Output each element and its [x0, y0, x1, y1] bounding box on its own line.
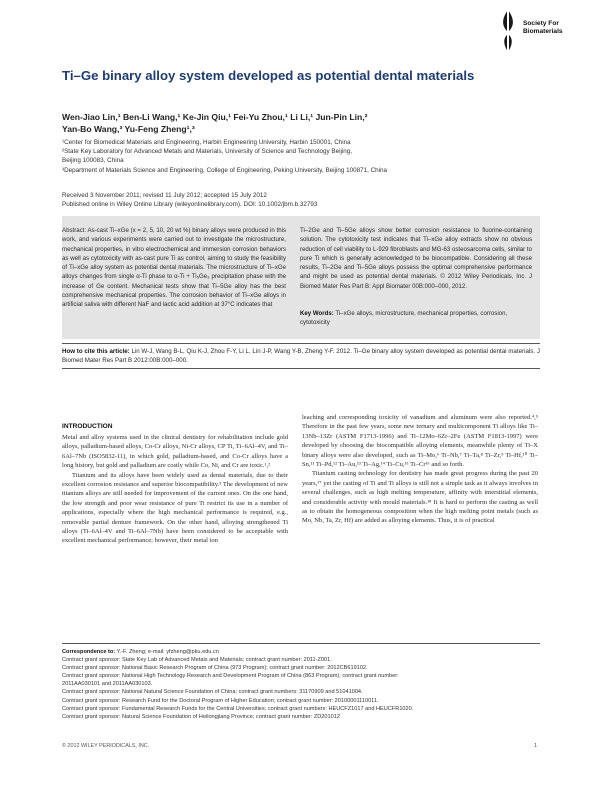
author-line-2: Yan-Bo Wang,³ Yu-Feng Zheng¹,³	[62, 124, 195, 134]
affiliation-line: ¹Center for Biomedical Materials and Engineering, Harbin Engineering University, Harbin 150001, China	[62, 139, 351, 146]
author-line-1: Wen-Jiao Lin,¹ Ben-Li Wang,¹ Ke-Jin Qiu,¹ Fei-Yu Zhou,¹ Li Li,¹ Jun-Pin Lin,²	[62, 112, 368, 122]
cite-label: How to cite this article:	[62, 348, 130, 355]
page-number: 1	[534, 743, 538, 749]
keywords-label: Key Words:	[300, 310, 334, 317]
body-column-left	[62, 433, 288, 546]
body-column-right	[302, 413, 538, 526]
cite-text: Lin W-J, Wang B-L, Qiu K-J, Zhou F-Y, Li L, Lin J-P, Wang Y-B, Zheng Y-F. 2012. Ti–Ge binary alloy system developed as potential dental materials. J Biomed Mater Res Part B 2012:00B:000–000.	[62, 348, 540, 365]
footnote-line: Contract grant sponsor: National Basic Research Program of China (973 Program); contract grant number: 2012CB619102.	[62, 665, 368, 672]
paragraph: Metal and alloy systems used in the clinical dentistry for rehabilitation include gold alloys, palladium-based alloys, Co-Cr alloys, Ni-Cr alloys, CP Ti, Ti–6Al–4V, and Ti–6Al–7Nb (ISO5832-11), in which gold, palladium-based, and Co-Cr alloys have a long history, but gold and palladium are costly while Co, Ni, and Cr are toxic.¹,²	[62, 434, 288, 470]
affiliations	[62, 138, 542, 175]
footnote-line: Contract grant sponsor: National High Technology Research and Development Program of China (863 Program); contract grant number:	[62, 673, 399, 680]
footnote-line: Contract grant sponsor: Research Fund for the Doctoral Program of Higher Education; contract grant number: 20100001110011.	[62, 697, 379, 704]
divider	[62, 343, 540, 344]
divider	[62, 368, 540, 369]
logo-emblem-icon	[497, 8, 519, 54]
logo-text: Society For Biomaterials	[523, 20, 563, 35]
abstract-left-column: Abstract: As-cast Ti–xGe (x = 2, 5, 10, 20 wt %) binary alloys were produced in this work, and various experiments were carried out to investigate the microstructure, mechanical properties, in vitro electrochemical and immersion corrosion behaviors as well as cytotoxicity with as-cast pure Ti as control, aiming to study the feasibility of Ti–xGe alloy system as potential dental materials. The microstructure of Ti–xGe alloys changes from single α-Ti phase to α-Ti + Ti₅Ge₃ precipitation phase with the increase of Ge content. Mechanical tests show that Ti–5Ge alloy has the best comprehensive mechanical properties. The corrosion behavior of Ti–xGe alloys in artificial saliva with different NaF and lactic acid addition at 37°C indicates that	[62, 227, 286, 309]
copyright-footer: © 2012 WILEY PERIODICALS, INC.	[62, 743, 150, 749]
published-online: Published online in Wiley Online Library (wileyonlinelibrary.com). DOI: 10.1002/jbm.b.32793	[62, 201, 318, 209]
paragraph: Titanium casting technology for dentistry has made great progress during the past 20 years,¹⁷ yet the casting of Ti and Ti alloys is still not a simple task as it always involves in several challenges, such as high melting temperature, affinity with interstitial elements, and considerable activity with mould materials.¹⁸ It is hard to perform the casting as well as to obtain the homogeneous composition when the high melting point metals (such as Mo, Nb, Ta, Zr, Hf) are added as alloying elements. Thus, it is of practical	[302, 470, 538, 525]
abstract-right-column: Ti–2Ge and Ti–5Ge alloys show better corrosion resistance to fluorine-containing solution. The cytotoxicity test indicates that Ti–xGe alloy extracts show no obvious reduction of cell viability to L-929 fibroblasts and MG-63 osteosarcoma cells, similar to pure Ti which is generally acknowledged to be biocompatible. Considering all these results, Ti–2Ge and Ti–5Ge alloys possess the optimal comprehensive performance and might be used as potential dental materials. © 2012 Wiley Periodicals, Inc. J Biomed Mater Res Part B: Appl Biomater 00B:000–000, 2012.	[300, 227, 532, 290]
footnote-line: Contract grant sponsor: State Key Lab of Advanced Metals and Materials; contract grant number: 2011-Z001.	[62, 657, 332, 664]
section-heading: INTRODUCTION	[62, 423, 113, 430]
affiliation-line: Beijing 100083, China	[62, 157, 124, 165]
keywords-text: Ti–xGe alloys, microstructure, mechanical properties, corrosion, cytotoxicity	[300, 310, 508, 327]
article-title: Ti–Ge binary alloy system developed as potential dental materials	[62, 68, 475, 83]
correspondence-label: Correspondence to:	[62, 649, 116, 655]
how-to-cite	[62, 347, 540, 366]
affiliation-line: ³Department of Materials Science and Engineering, College of Engineering, Peking University, Beijing 100871, China	[62, 166, 388, 174]
footnote-line: Contract grant sponsor: Fundamental Research Funds for the Central Universities; contract grant numbers: HEUCFZ1017 and HEUCFR1020.	[62, 705, 414, 712]
paragraph: leaching and corresponding toxicity of vanadium and aluminum were also reported.⁴,⁵ Therefore in the past few years, some new ternary and multicomponent Ti alloys like Ti–13Nb–13Zr (ASTM F1713-1996) and Ti–12Mo–6Zr–2Fe (ASTM F1813-1997) were developed by choosing the biocompatible alloying elements, meanwhile plenty of Ti–X binary alloys were also developed, such as Ti–Mo,⁶ Ti–Nb,⁷ Ti–Ta,⁸ Ti–Zr,⁹ Ti–Hf,¹⁰ Ti–Sn,¹¹ Ti–Pd,¹² Ti–Au,¹³ Ti–Ag,¹⁴ Ti–Cu,¹⁵ Ti–Cr¹⁶ and so forth.	[302, 414, 538, 469]
footnote-line: Contract grant sponsor: National Natural Science Foundation of China; contract grant numbers: 31170909 and 51041004.	[62, 689, 363, 696]
publication-dates	[62, 191, 542, 210]
correspondence-footnotes	[62, 648, 540, 721]
correspondence-text: Y.-F. Zheng; e-mail: yfzheng@pku.edu.cn	[115, 649, 219, 655]
received-dates: Received 3 November 2011; revised 11 July 2012; accepted 15 July 2012	[62, 192, 267, 199]
footnote-line	[62, 648, 540, 656]
author-list	[62, 111, 552, 135]
affiliation-line: ²State Key Laboratory for Advanced Metals and Materials, University of Science and Technology Beijing,	[62, 148, 353, 156]
keywords	[300, 309, 530, 328]
footnote-line: 2011AA030101 and 2011AA030103.	[62, 681, 153, 688]
divider	[62, 643, 540, 644]
society-for-biomaterials-logo	[497, 8, 587, 58]
paragraph: Titanium and its alloys have been widely used as dental materials, due to their excellent corrosion resistance and superior biocompatibility.³ The development of new titanium alloys are still needed for improvement of the current ones. On the one hand, the low strength and poor wear resistance of pure Ti restrict its use in a number of applications, especially where the high mechanical performance is required, e.g., removable partial denture framework. On the other hand, alloying strengthened Ti alloys (Ti–6Al–4V and Ti–6Al–7Nb) have been considered to be acceptable with excellent mechanical performance; however, their metal ion	[62, 471, 288, 545]
footnote-line: Contract grant sponsor: Natural Science Foundation of Heilongjiang Province; contract grant number: ZD201012	[62, 713, 340, 720]
